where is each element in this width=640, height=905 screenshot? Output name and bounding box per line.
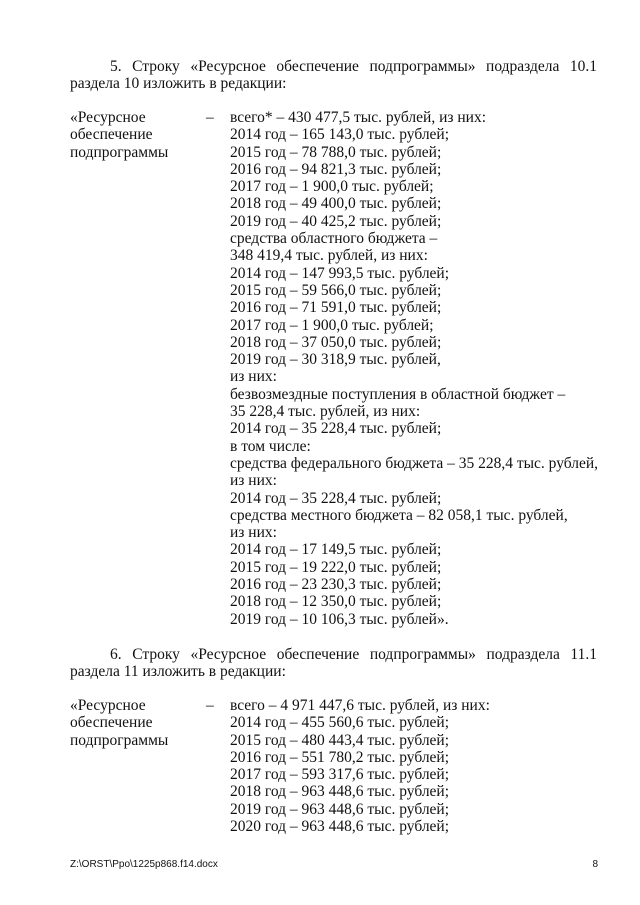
label-line: обеспечение: [70, 714, 153, 732]
section5-row-label: [70, 109, 200, 161]
value-line: 2015 год – 19 222,0 тыс. рублей;: [230, 558, 442, 576]
section6-intro: [70, 646, 597, 681]
value-line: 2015 год – 78 788,0 тыс. рублей;: [230, 143, 442, 161]
value-line: 2019 год – 963 448,6 тыс. рублей;: [230, 800, 450, 818]
section5-intro: [70, 58, 597, 93]
section5-resource-block: [70, 109, 630, 629]
value-line: всего – 4 971 447,6 тыс. рублей, из них:: [230, 697, 490, 714]
value-line: 2020 год – 963 448,6 тыс. рублей;: [230, 818, 450, 836]
label-line: подпрограммы: [70, 731, 169, 749]
section6-values: [230, 697, 630, 835]
value-line: 2016 год – 23 230,3 тыс. рублей;: [230, 576, 442, 594]
value-line: 2015 год – 480 443,4 тыс. рублей;: [230, 731, 450, 749]
value-line: 2016 год – 71 591,0 тыс. рублей;: [230, 299, 442, 317]
section6-intro-line1: 6. Строку «Ресурсное обеспечение подпрограммы» подраздела 11.1: [110, 646, 597, 663]
value-line: 2014 год – 147 993,5 тыс. рублей;: [230, 264, 450, 282]
value-line: 2014 год – 35 228,4 тыс. рублей;: [230, 489, 442, 507]
value-line: средства федерального бюджета – 35 228,4 тыс. рублей,: [230, 454, 599, 472]
value-line: 2017 год – 1 900,0 тыс. рублей;: [230, 178, 434, 196]
section6-resource-block: [70, 697, 630, 837]
label-line: подпрограммы: [70, 143, 169, 161]
footer-page-number: 8: [592, 859, 598, 870]
value-line: 2016 год – 94 821,3 тыс. рублей;: [230, 160, 442, 178]
value-line: 2015 год – 59 566,0 тыс. рублей;: [230, 281, 442, 299]
value-line: 2019 год – 30 318,9 тыс. рублей,: [230, 351, 441, 369]
value-line: 2018 год – 37 050,0 тыс. рублей;: [230, 333, 442, 351]
value-line: 2016 год – 551 780,2 тыс. рублей;: [230, 748, 450, 766]
section6-row-label: [70, 697, 200, 749]
value-line: из них:: [230, 472, 277, 490]
value-line: 2014 год – 35 228,4 тыс. рублей;: [230, 420, 442, 438]
value-line: 348 419,4 тыс. рублей, из них:: [230, 247, 428, 265]
value-line: 2018 год – 963 448,6 тыс. рублей;: [230, 783, 450, 801]
label-line: «Ресурсное: [70, 109, 146, 126]
value-line: средства местного бюджета – 82 058,1 тыс. рублей,: [230, 506, 568, 524]
value-line: 2017 год – 1 900,0 тыс. рублей;: [230, 316, 434, 334]
value-line: безвозмездные поступления в областной бюджет –: [230, 385, 566, 403]
value-line: всего* – 430 477,5 тыс. рублей, из них:: [230, 109, 487, 126]
value-line: 2018 год – 49 400,0 тыс. рублей;: [230, 195, 442, 213]
value-line: 2018 год – 12 350,0 тыс. рублей;: [230, 593, 442, 611]
label-line: обеспечение: [70, 126, 153, 144]
label-line: «Ресурсное: [70, 697, 146, 714]
section5-intro-line1: 5. Строку «Ресурсное обеспечение подпрограммы» подраздела 10.1: [110, 58, 597, 75]
section5-dash: –: [206, 109, 214, 126]
value-line: 2014 год – 165 143,0 тыс. рублей;: [230, 126, 450, 144]
value-line: из них:: [230, 368, 277, 386]
value-line: 2014 год – 17 149,5 тыс. рублей;: [230, 541, 442, 559]
value-line: средства областного бюджета –: [230, 230, 438, 248]
footer-file-path: Z:\ORST\Ppo\1225p868.f14.docx: [70, 859, 218, 870]
value-line: из них:: [230, 524, 277, 542]
section6-intro-line2: раздела 11 изложить в редакции:: [70, 663, 286, 681]
section6-dash: –: [206, 697, 214, 714]
section5-values: [230, 109, 630, 628]
value-line: 2019 год – 40 425,2 тыс. рублей;: [230, 212, 442, 230]
value-line: 2014 год – 455 560,6 тыс. рублей;: [230, 714, 450, 732]
section5-intro-line2: раздела 10 изложить в редакции:: [70, 75, 287, 93]
value-line: 2019 год – 10 106,3 тыс. рублей».: [230, 610, 449, 628]
value-line: в том числе:: [230, 437, 311, 455]
value-line: 35 228,4 тыс. рублей, из них:: [230, 403, 421, 421]
value-line: 2017 год – 593 317,6 тыс. рублей;: [230, 766, 450, 784]
